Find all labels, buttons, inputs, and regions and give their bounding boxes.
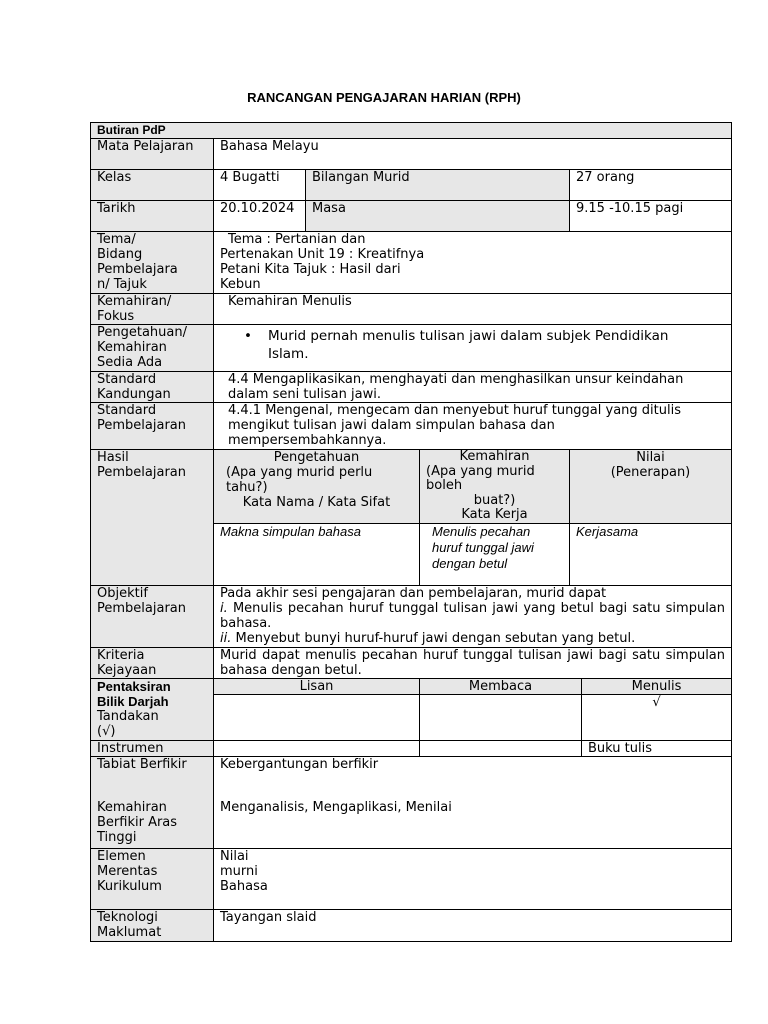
- masa-value: 9.15 -10.15 pagi: [570, 201, 732, 232]
- elemen-value: Nilai murni Bahasa: [214, 849, 732, 910]
- kemahiran-value: Menulis pecahan huruf tunggal jawi dengan betul: [420, 524, 570, 586]
- bilangan-murid-value: 27 orang: [570, 170, 732, 201]
- kriteria-value: Murid dapat menulis pecahan huruf tunggal tulisan jawi bagi satu simpulan bahasa dengan betul.: [214, 648, 732, 679]
- pengetahuan-sedia-ada-label: Pengetahuan/ Kemahiran Sedia Ada: [91, 325, 214, 372]
- standard-pembelajaran-label: Standard Pembelajaran: [91, 403, 214, 450]
- instrumen-label: Instrumen: [91, 741, 214, 757]
- elemen-label: Elemen Merentas Kurikulum: [91, 849, 214, 910]
- pentaksiran-label: Pentaksiran Bilik Darjah Tandakan (√): [91, 679, 214, 741]
- mata-pelajaran-label: Mata Pelajaran: [91, 139, 214, 170]
- nilai-header: Nilai (Penerapan): [570, 450, 732, 524]
- pengetahuan-value: Makna simpulan bahasa: [214, 524, 420, 586]
- instrumen-membaca: [420, 741, 582, 757]
- teknologi-value: Tayangan slaid: [214, 910, 732, 942]
- kemahiran-fokus-value: Kemahiran Menulis: [214, 294, 732, 325]
- instrumen-value: Buku tulis: [582, 741, 732, 757]
- kemahiran-fokus-label: Kemahiran/ Fokus: [91, 294, 214, 325]
- kemahiran-header: Kemahiran (Apa yang murid boleh buat?) Kata Kerja: [420, 450, 570, 524]
- standard-pembelajaran-value: 4.4.1 Mengenal, mengecam dan menyebut huruf tunggal yang ditulis mengikut tulisan jawi dalam simpulan bahasa dan mempersembahkannya.: [214, 403, 732, 450]
- lisan-header: Lisan: [214, 679, 420, 695]
- standard-kandungan-label: Standard Kandungan: [91, 372, 214, 403]
- tabiat-label: Tabiat Berfikir Kemahiran Berfikir Aras Tinggi: [91, 757, 214, 849]
- mata-pelajaran-value: Bahasa Melayu: [214, 139, 732, 170]
- kriteria-label: Kriteria Kejayaan: [91, 648, 214, 679]
- instrumen-lisan: [214, 741, 420, 757]
- kelas-label: Kelas: [91, 170, 214, 201]
- page-title: RANCANGAN PENGAJARAN HARIAN (RPH): [247, 90, 521, 105]
- tarikh-label: Tarikh: [91, 201, 214, 232]
- tema-value: Tema : Pertanian dan Pertenakan Unit 19 : Kreatifnya Petani Kita Tajuk : Hasil dari Kebun: [214, 232, 732, 294]
- section-header: Butiran PdP: [91, 123, 732, 139]
- objektif-label: Objektif Pembelajaran: [91, 586, 214, 648]
- teknologi-label: Teknologi Maklumat: [91, 910, 214, 942]
- membaca-cell: [420, 695, 582, 741]
- objektif-value: Pada akhir sesi pengajaran dan pembelajaran, murid dapat i. Menulis pecahan huruf tunggal tulisan jawi yang betul bagi satu simpulan bahasa. ii. Menyebut bunyi huruf-huruf jawi dengan sebutan yang betul.: [214, 586, 732, 648]
- objektif-item-1: i. Menulis pecahan huruf tunggal tulisan jawi yang betul bagi satu simpulan bahasa.: [220, 601, 726, 631]
- nilai-value: Kerjasama: [570, 524, 732, 586]
- lisan-cell: [214, 695, 420, 741]
- tema-label: Tema/ Bidang Pembelajara n/ Tajuk: [91, 232, 214, 294]
- bullet-icon: •: [244, 328, 252, 344]
- tabiat-value: Kebergantungan berfikir Menganalisis, Mengaplikasi, Menilai: [214, 757, 732, 849]
- rph-table: [90, 122, 732, 942]
- menulis-header: Menulis: [582, 679, 732, 695]
- tarikh-value: 20.10.2024: [214, 201, 306, 232]
- hasil-pembelajaran-label: Hasil Pembelajaran: [91, 450, 214, 586]
- membaca-header: Membaca: [420, 679, 582, 695]
- objektif-item-2: ii. Menyebut bunyi huruf-huruf jawi dengan sebutan yang betul.: [220, 631, 636, 646]
- bilangan-murid-label: Bilangan Murid: [306, 170, 570, 201]
- menulis-tick: √: [582, 695, 732, 741]
- kelas-value: 4 Bugatti: [214, 170, 306, 201]
- pengetahuan-sedia-ada-value: • Murid pernah menulis tulisan jawi dalam subjek Pendidikan Islam.: [214, 325, 732, 372]
- pengetahuan-header: Pengetahuan (Apa yang murid perlu tahu?) Kata Nama / Kata Sifat: [214, 450, 420, 524]
- standard-kandungan-value: 4.4 Mengaplikasikan, menghayati dan menghasilkan unsur keindahan dalam seni tulisan jawi.: [214, 372, 732, 403]
- masa-label: Masa: [306, 201, 570, 232]
